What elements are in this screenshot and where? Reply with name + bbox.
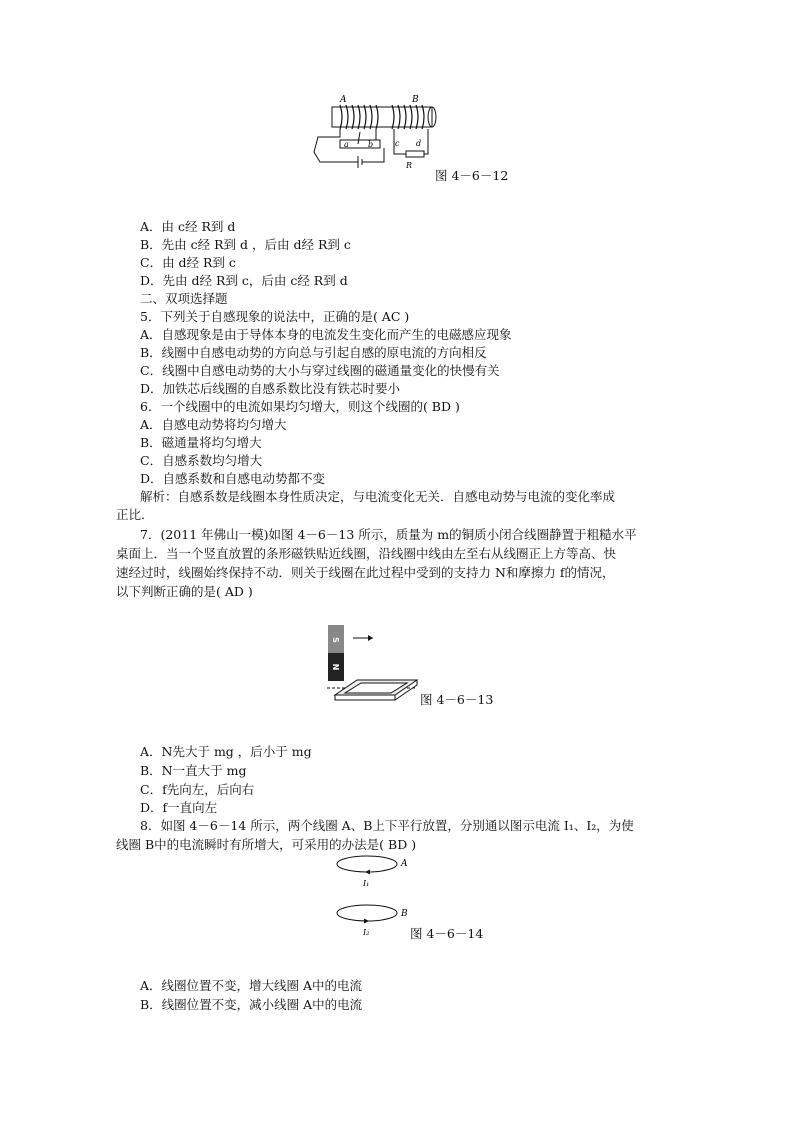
q7-stem-2: 桌面上．当一个竖直放置的条形磁铁贴近线圈，沿线圈中线由左至右从线圈正上方等高、快 (116, 546, 617, 561)
q8-stem-2: 线圈 B中的电流瞬时有所增大，可采用的办法是( BD ) (116, 837, 417, 852)
arrow-right-icon (368, 635, 373, 641)
section-title: 二、双项选择题 (140, 291, 228, 306)
fig1-caption: 图 4－6－12 (435, 168, 509, 183)
fig3-caption: 图 4－6－14 (410, 926, 484, 941)
q8-option-b: B．线圈位置不变，减小线圈 A中的电流 (140, 997, 363, 1012)
q5-option-d: D．加铁芯后线圈的自感系数比没有铁芯时要小 (140, 381, 401, 396)
q7-option-a: A．N先大于 mg ，后小于 mg (140, 744, 312, 759)
q5-option-b: B．线圈中自感电动势的方向总与引起自感的原电流的方向相反 (140, 345, 487, 360)
current-i1-label: I₁ (363, 879, 370, 888)
label-A: A (340, 95, 347, 105)
magnet-n-label: N (331, 663, 340, 671)
q6-analysis-2: 正比． (116, 507, 154, 522)
magnet-s-label: S (331, 637, 340, 643)
q4-option-c: C．由 d经 R到 c (140, 255, 236, 270)
q6-option-c: C．自感系数均匀增大 (140, 453, 263, 468)
q8-stem-1: 8．如图 4－6－14 所示，两个线圈 A、B上下平行放置，分别通以图示电流 I₁、I₂，为使 (140, 818, 634, 833)
label-B: B (412, 95, 419, 105)
q8-option-a: A．线圈位置不变，增大线圈 A中的电流 (140, 978, 363, 993)
q6-analysis-1: 解析：自感系数是线圈本身性质决定，与电流变化无关．自感电动势与电流的变化率成 (140, 489, 616, 504)
label-c: c (395, 139, 400, 148)
q7-option-b: B．N一直大于 mg (140, 763, 247, 778)
q7-stem-1: 7．(2011 年佛山一模)如图 4－6－13 所示，质量为 m的铜质小闭合线圈静置于粗糙水平 (140, 527, 637, 542)
label-a: a (344, 140, 349, 149)
label-R: R (406, 161, 413, 170)
current-i2-label: I₂ (363, 928, 370, 937)
coil-b-label: B (401, 909, 408, 919)
q6-option-a: A．自感电动势将均匀增大 (140, 417, 287, 432)
label-b: b (368, 140, 374, 149)
q7-stem-4: 以下判断正确的是( AD ) (116, 584, 253, 599)
q6-option-d: D．自感系数和自感电动势都不变 (140, 471, 326, 486)
current-arrow-icon (365, 870, 370, 875)
q5-option-c: C．线圈中自感电动势的大小与穿过线圈的磁通量变化的快慢有关 (140, 363, 500, 378)
q4-option-d: D．先由 d经 R到 c，后由 c经 R到 d (140, 273, 348, 288)
q7-stem-3: 速经过时，线圈始终保持不动．则关于线圈在此过程中受到的支持力 N和摩擦力 f的情况， (116, 565, 615, 580)
q6-stem: 6．一个线圈中的电流如果均匀增大，则这个线圈的( BD ) (140, 399, 460, 414)
q5-option-a: A．自感现象是由于导体本身的电流发生变化而产生的电磁感应现象 (140, 327, 512, 342)
fig2-caption: 图 4－6－13 (420, 692, 494, 707)
q4-option-b: B．先由 c经 R到 d ，后由 d经 R到 c (140, 237, 351, 252)
q4-option-a: A．由 c经 R到 d (140, 219, 236, 234)
coil-a-label: A (401, 859, 408, 869)
q5-stem: 5．下列关于自感现象的说法中，正确的是( AC ) (140, 309, 410, 324)
label-d: d (416, 139, 422, 148)
q7-option-d: D．f一直向左 (140, 800, 218, 815)
q7-option-c: C．f先向左，后向右 (140, 782, 255, 797)
q6-option-b: B．磁通量将均匀增大 (140, 435, 262, 450)
current-arrow-icon (364, 919, 369, 924)
